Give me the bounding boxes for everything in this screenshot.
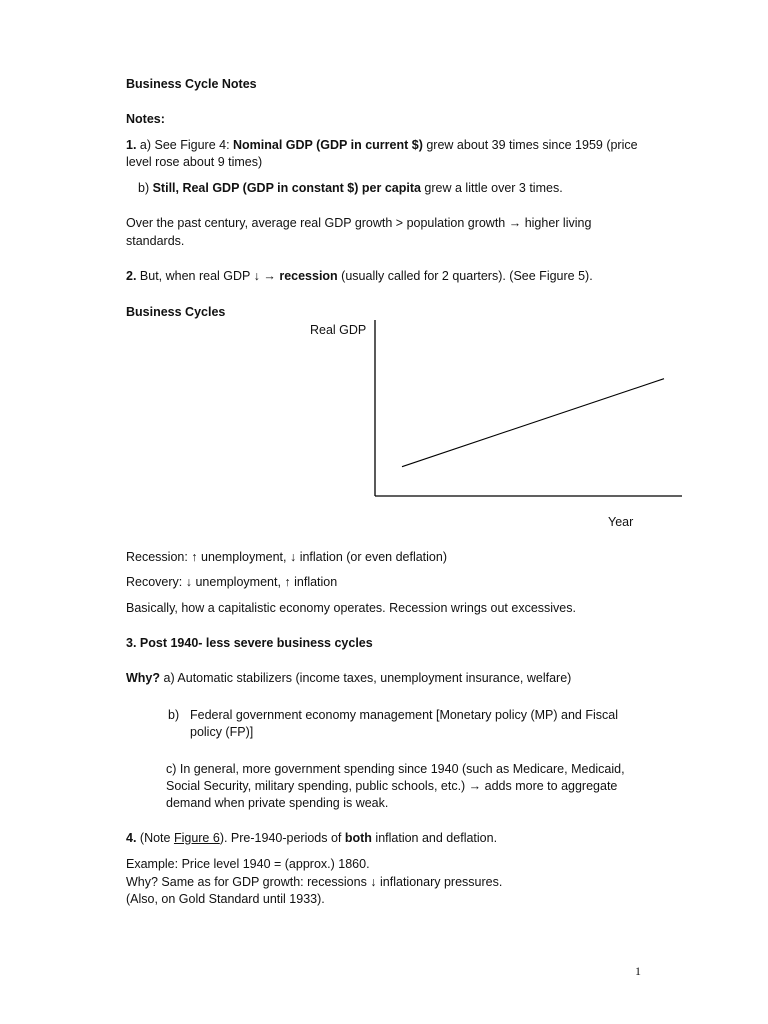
why-c-line3: demand when private spending is weak.	[166, 796, 389, 810]
point-4: 4. (Note Figure 6). Pre-1940-periods of both inflation and deflation.	[126, 831, 498, 845]
point-3-heading: 3. Post 1940- less severe business cycles	[126, 636, 373, 650]
capitalistic-economy-line: Basically, how a capitalistic economy operates. Recession wrings out excessives.	[126, 601, 576, 615]
example-line2: Why? Same as for GDP growth: recessions ↓ inflationary pressures.	[126, 875, 503, 889]
why-b-marker: b)	[168, 708, 180, 722]
why-c-line2: Social Security, military spending, public schools, etc.) → adds more to aggregate	[166, 779, 618, 793]
why-b-line1: Federal government economy management [Monetary policy (MP) and Fiscal	[190, 708, 618, 722]
why-b-line2: policy (FP)]	[190, 725, 254, 739]
why-a-line: Why? a) Automatic stabilizers (income taxes, unemployment insurance, welfare)	[126, 671, 572, 685]
chart-y-axis-label: Real GDP	[310, 323, 367, 337]
recovery-line: Recovery: ↓ unemployment, ↑ inflation	[126, 575, 338, 589]
recession-line: Recession: ↑ unemployment, ↓ inflation (or even deflation)	[126, 550, 447, 564]
point-2: 2. But, when real GDP ↓ → recession (usually called for 2 quarters). (See Figure 5).	[126, 269, 593, 283]
point-1a-line1: 1. a) See Figure 4: Nominal GDP (GDP in current $) grew about 39 times since 1959 (price	[126, 138, 638, 152]
document-title: Business Cycle Notes	[126, 77, 257, 91]
point-1b: b) Still, Real GDP (GDP in constant $) per capita grew a little over 3 times.	[138, 181, 563, 195]
chart-series-line-real-gdp	[402, 379, 664, 467]
page-number: 1	[635, 964, 641, 978]
living-standards-line1: Over the past century, average real GDP growth > population growth → higher living	[126, 216, 592, 230]
living-standards-line2: standards.	[126, 234, 185, 248]
example-line1: Example: Price level 1940 = (approx.) 1860.	[126, 857, 370, 871]
notes-heading: Notes:	[126, 112, 165, 126]
business-cycles-heading: Business Cycles	[126, 305, 226, 319]
example-line3: (Also, on Gold Standard until 1933).	[126, 892, 325, 906]
why-c-line1: c) In general, more government spending since 1940 (such as Medicare, Medicaid,	[166, 762, 625, 776]
figure-6-link[interactable]: Figure 6	[173, 831, 220, 845]
point-1a-line2: level rose about 9 times)	[126, 155, 263, 169]
chart-x-axis-label: Year	[608, 515, 634, 529]
